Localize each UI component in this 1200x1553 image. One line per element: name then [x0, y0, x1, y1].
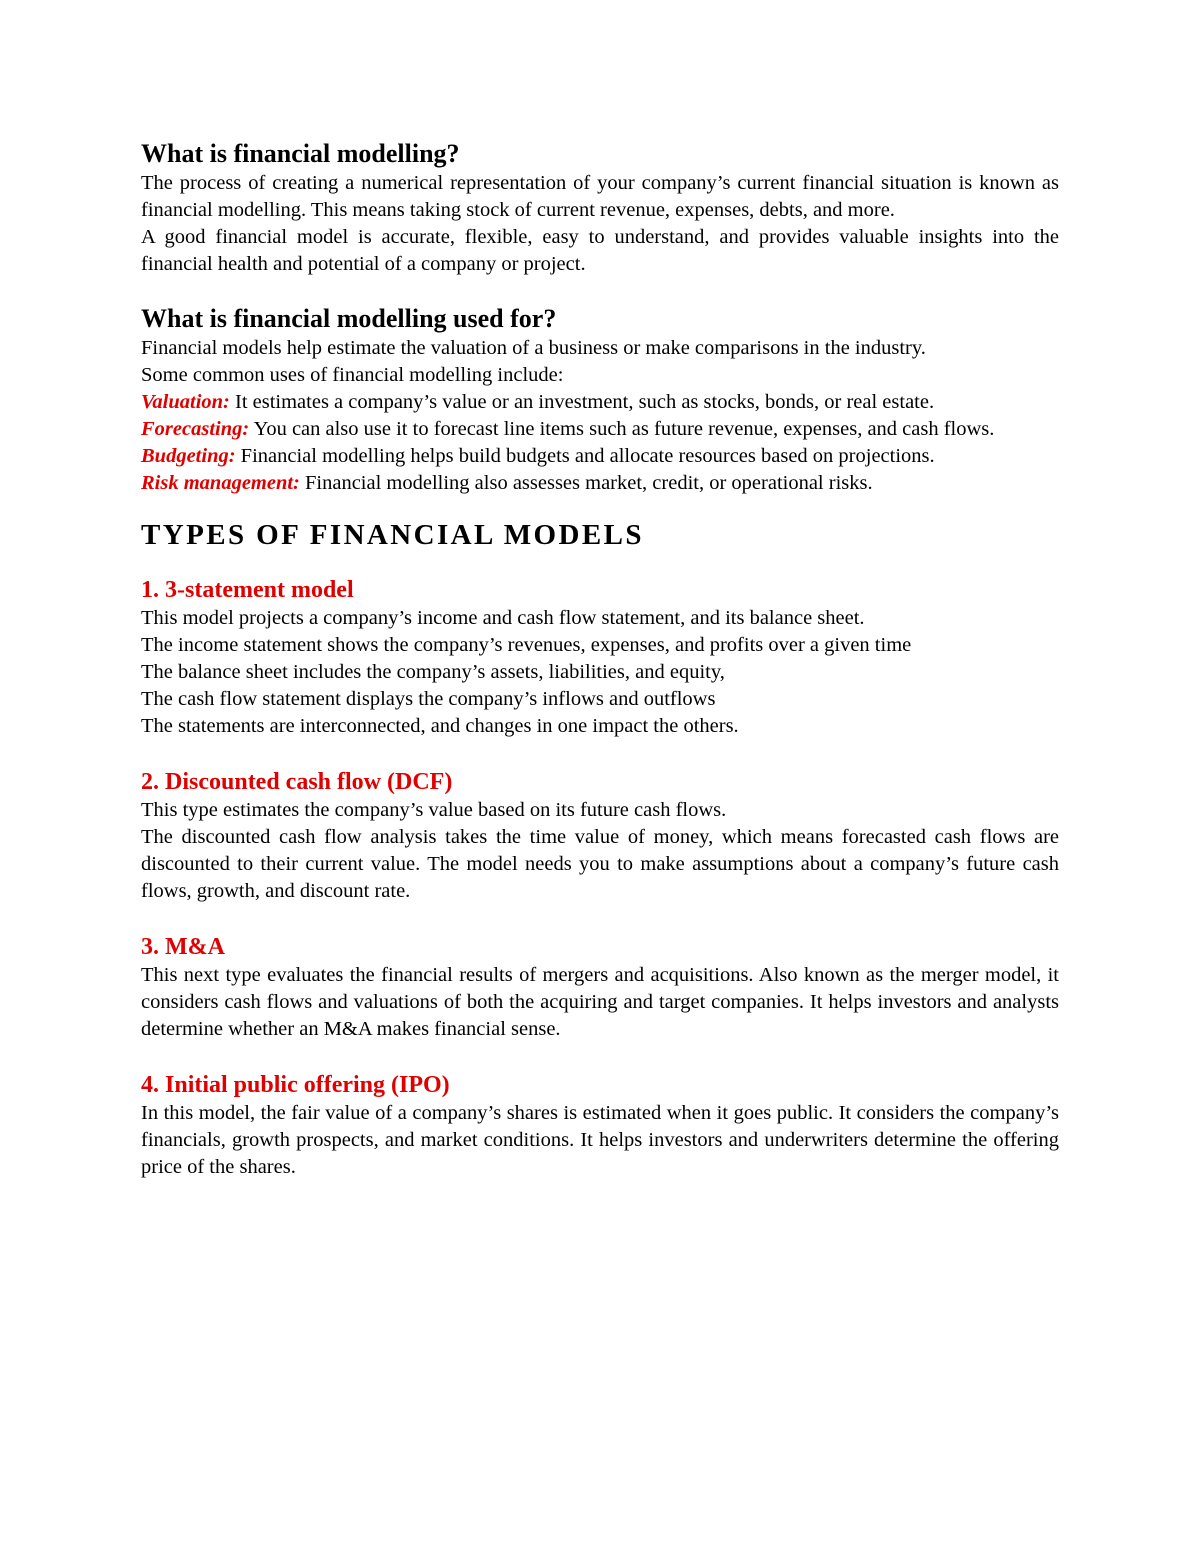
use-term: Budgeting:: [141, 445, 236, 467]
use-text: It estimates a company’s value or an investment, such as stocks, bonds, or real estate.: [229, 391, 935, 413]
use-term: Risk management:: [141, 472, 300, 494]
model-paragraph: The balance sheet includes the company’s assets, liabilities, and equity,: [141, 661, 725, 683]
use-text: You can also use it to forecast line items such as future revenue, expenses, and cash flows.: [249, 418, 995, 440]
section-paragraph: Financial models help estimate the valuation of a business or make comparisons in the industry.: [141, 337, 926, 359]
section-paragraph: A good financial model is accurate, flexible, easy to understand, and provides valuable insights into the financial health and potential of a company or project.: [141, 226, 1059, 275]
types-title: TYPES OF FINANCIAL MODELS: [141, 519, 644, 551]
use-term: Valuation:: [141, 391, 230, 413]
model-paragraph: The statements are interconnected, and changes in one impact the others.: [141, 715, 739, 737]
model-heading-m-and-a: 3. M&A: [141, 934, 225, 960]
model-paragraph: The income statement shows the company’s revenues, expenses, and profits over a given time: [141, 634, 912, 656]
model-heading-dcf: 2. Discounted cash flow (DCF): [141, 769, 453, 795]
section-heading-what-is: What is financial modelling?: [141, 139, 460, 168]
use-item-risk-management: [141, 470, 1059, 497]
model-paragraph: This type estimates the company’s value based on its future cash flows.: [141, 799, 727, 821]
model-heading-3-statement: 1. 3-statement model: [141, 577, 354, 603]
model-heading-ipo: 4. Initial public offering (IPO): [141, 1072, 450, 1098]
section-paragraph: The process of creating a numerical representation of your company’s current financial situation is known as financial modelling. This means taking stock of current revenue, expenses, debts, and more.: [141, 172, 1059, 221]
section-heading-used-for: What is financial modelling used for?: [141, 304, 557, 333]
use-item-forecasting: [141, 416, 1059, 443]
use-term: Forecasting:: [141, 418, 250, 440]
use-text: Financial modelling helps build budgets and allocate resources based on projections.: [235, 445, 935, 467]
model-paragraph: This model projects a company’s income and cash flow statement, and its balance sheet.: [141, 607, 865, 629]
model-paragraph: The cash flow statement displays the company’s inflows and outflows: [141, 688, 716, 710]
section-paragraph: Some common uses of financial modelling include:: [141, 364, 564, 386]
use-item-budgeting: [141, 443, 1059, 470]
use-item-valuation: [141, 389, 1059, 416]
model-paragraph: This next type evaluates the financial results of mergers and acquisitions. Also known as the merger model, it considers cash flows and valuations of both the acquiring and target companies. It helps investors and analysts determine whether an M&A makes financial sense.: [141, 964, 1059, 1040]
use-text: Financial modelling also assesses market, credit, or operational risks.: [299, 472, 873, 494]
model-paragraph: The discounted cash flow analysis takes the time value of money, which means forecasted cash flows are discounted to their current value. The model needs you to make assumptions about a company’s future cash flows, growth, and discount rate.: [141, 826, 1059, 902]
document-page: [141, 138, 1059, 1181]
model-paragraph: In this model, the fair value of a company’s shares is estimated when it goes public. It considers the company’s financials, growth prospects, and market conditions. It helps investors and underwriters determine the offering price of the shares.: [141, 1102, 1059, 1178]
